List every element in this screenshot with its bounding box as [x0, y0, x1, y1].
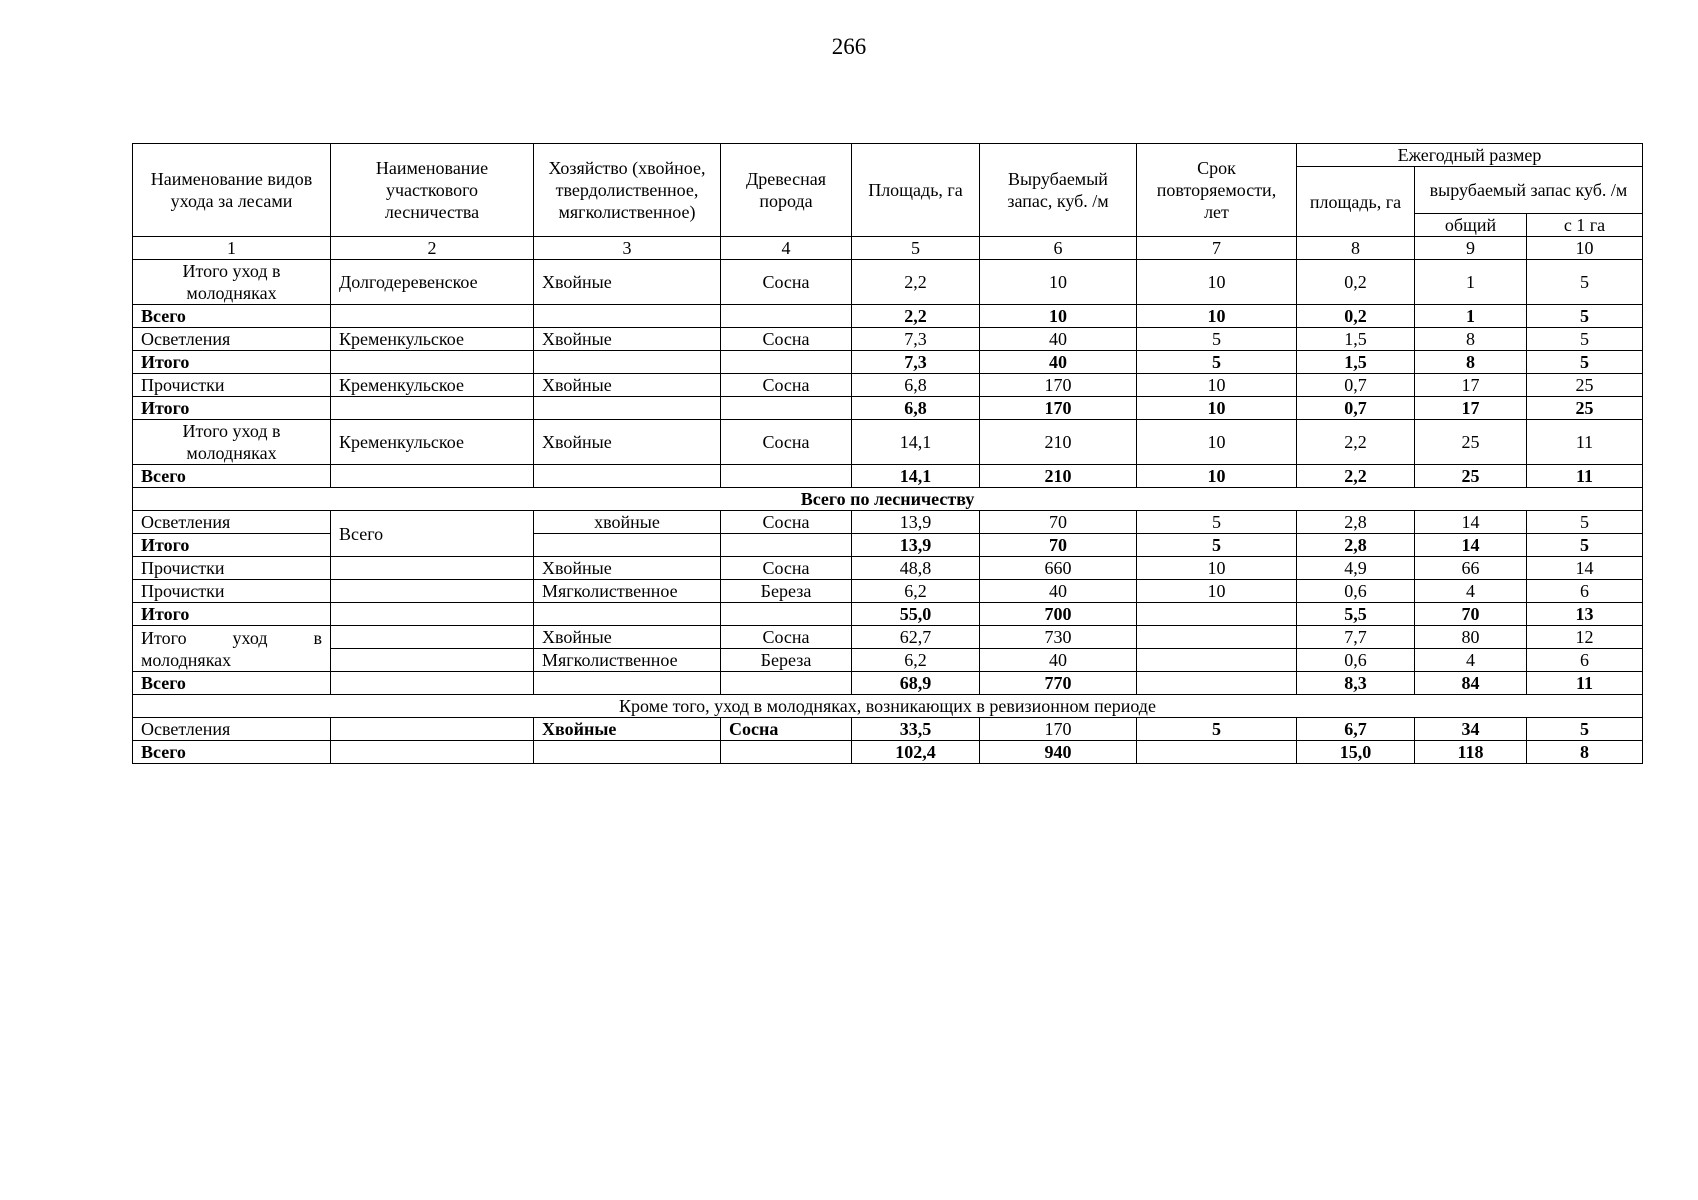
cell-economy [534, 351, 721, 374]
cell-forestry [331, 603, 534, 626]
cell-annual-total: 25 [1415, 465, 1527, 488]
cell-forestry [331, 672, 534, 695]
cell-area: 55,0 [852, 603, 980, 626]
cell-care-type: Итого уход в молодняках [133, 260, 331, 305]
table-row [133, 557, 1643, 580]
cell-care-type: Прочистки [133, 374, 331, 397]
cell-species: Сосна [721, 511, 852, 534]
cell-period: 10 [1137, 420, 1297, 465]
column-number: 4 [721, 237, 852, 260]
table-row [133, 374, 1643, 397]
cell-forestry [331, 305, 534, 328]
cell-annual-area: 2,8 [1297, 511, 1415, 534]
cell-care-type: Итого [133, 603, 331, 626]
cell-annual-total: 25 [1415, 420, 1527, 465]
cell-annual-area: 7,7 [1297, 626, 1415, 649]
table-row [133, 741, 1643, 764]
section-row [133, 695, 1643, 718]
cell-annual-total: 17 [1415, 374, 1527, 397]
cell-care-type: Всего [133, 465, 331, 488]
cell-period: 5 [1137, 351, 1297, 374]
header-species: Древесная порода [721, 144, 852, 237]
cell-economy [534, 534, 721, 557]
cell-economy: Хвойные [534, 626, 721, 649]
cell-period: 10 [1137, 397, 1297, 420]
cell-annual-per-ha: 5 [1527, 718, 1643, 741]
table-row [133, 328, 1643, 351]
table-row [133, 649, 1643, 672]
cell-annual-area: 4,9 [1297, 557, 1415, 580]
cell-species [721, 465, 852, 488]
cell-annual-area: 1,5 [1297, 328, 1415, 351]
cell-stock: 700 [980, 603, 1137, 626]
header-area: Площадь, га [852, 144, 980, 237]
cell-species: Береза [721, 649, 852, 672]
cell-care-type: Всего [133, 741, 331, 764]
cell-stock: 170 [980, 397, 1137, 420]
cell-annual-per-ha: 5 [1527, 534, 1643, 557]
cell-annual-total: 66 [1415, 557, 1527, 580]
cell-forestry [331, 741, 534, 764]
cell-area: 62,7 [852, 626, 980, 649]
cell-economy: Мягколиственное [534, 649, 721, 672]
cell-period: 5 [1137, 534, 1297, 557]
cell-stock: 70 [980, 534, 1137, 557]
cell-area: 2,2 [852, 305, 980, 328]
cell-species [721, 397, 852, 420]
table-row [133, 397, 1643, 420]
cell-species: Береза [721, 580, 852, 603]
cell-area: 13,9 [852, 534, 980, 557]
cell-stock: 660 [980, 557, 1137, 580]
cell-annual-per-ha: 8 [1527, 741, 1643, 764]
column-number: 8 [1297, 237, 1415, 260]
cell-care-type: Осветления [133, 328, 331, 351]
cell-forestry [331, 626, 534, 649]
cell-annual-area: 1,5 [1297, 351, 1415, 374]
header-stock: Вырубаемый запас, куб. /м [980, 144, 1137, 237]
cell-annual-per-ha: 13 [1527, 603, 1643, 626]
cell-forestry: Долгодеревенское [331, 260, 534, 305]
cell-economy: хвойные [534, 511, 721, 534]
cell-area: 68,9 [852, 672, 980, 695]
cell-area: 7,3 [852, 328, 980, 351]
cell-species [721, 351, 852, 374]
cell-annual-total: 1 [1415, 260, 1527, 305]
cell-period: 5 [1137, 328, 1297, 351]
cell-annual-area: 2,8 [1297, 534, 1415, 557]
cell-economy [534, 465, 721, 488]
cell-care-type: Итого [133, 351, 331, 374]
cell-forestry [331, 557, 534, 580]
cell-annual-total: 8 [1415, 351, 1527, 374]
page-number: 266 [831, 34, 867, 59]
cell-annual-per-ha: 5 [1527, 511, 1643, 534]
cell-annual-total: 17 [1415, 397, 1527, 420]
header-period: Срок повторяемости, лет [1137, 144, 1297, 237]
cell-area: 48,8 [852, 557, 980, 580]
header-annual-total: общий [1415, 214, 1527, 237]
section-row [133, 488, 1643, 511]
column-number: 10 [1527, 237, 1643, 260]
cell-area: 6,8 [852, 374, 980, 397]
table-row [133, 511, 1643, 534]
cell-forestry: Кременкульское [331, 420, 534, 465]
cell-annual-area: 0,2 [1297, 305, 1415, 328]
header-annual-area: площадь, га [1297, 167, 1415, 237]
cell-species: Сосна [721, 328, 852, 351]
cell-economy [534, 305, 721, 328]
cell-annual-per-ha: 6 [1527, 580, 1643, 603]
column-number: 9 [1415, 237, 1527, 260]
cell-species [721, 672, 852, 695]
cell-annual-per-ha: 14 [1527, 557, 1643, 580]
cell-annual-per-ha: 5 [1527, 351, 1643, 374]
cell-care-type: Всего [133, 305, 331, 328]
cell-species: Сосна [721, 420, 852, 465]
cell-species [721, 741, 852, 764]
cell-forestry: Кременкульское [331, 328, 534, 351]
cell-annual-total: 14 [1415, 534, 1527, 557]
cell-annual-area: 8,3 [1297, 672, 1415, 695]
table-row [133, 672, 1643, 695]
cell-area: 102,4 [852, 741, 980, 764]
cell-annual-per-ha: 11 [1527, 465, 1643, 488]
cell-economy [534, 603, 721, 626]
cell-care-type: Итого [133, 397, 331, 420]
table-row [133, 626, 1643, 649]
cell-period [1137, 626, 1297, 649]
cell-annual-per-ha: 11 [1527, 420, 1643, 465]
cell-area: 6,2 [852, 580, 980, 603]
cell-period: 5 [1137, 511, 1297, 534]
cell-annual-per-ha: 25 [1527, 374, 1643, 397]
section-title: Кроме того, уход в молодняках, возникающих в ревизионном периоде [133, 695, 1643, 718]
cell-care-type: Всего [133, 672, 331, 695]
cell-stock: 210 [980, 465, 1137, 488]
cell-annual-per-ha: 12 [1527, 626, 1643, 649]
cell-area: 14,1 [852, 465, 980, 488]
cell-forestry [331, 580, 534, 603]
cell-stock: 10 [980, 260, 1137, 305]
cell-forestry: Кременкульское [331, 374, 534, 397]
cell-economy: Хвойные [534, 718, 721, 741]
cell-species: Сосна [721, 718, 852, 741]
care-type-word: уход [232, 627, 268, 648]
cell-stock: 170 [980, 718, 1137, 741]
cell-stock: 40 [980, 580, 1137, 603]
cell-annual-area: 0,7 [1297, 374, 1415, 397]
column-number: 3 [534, 237, 721, 260]
cell-annual-area: 0,2 [1297, 260, 1415, 305]
cell-economy: Хвойные [534, 557, 721, 580]
cell-period: 10 [1137, 580, 1297, 603]
cell-annual-area: 15,0 [1297, 741, 1415, 764]
care-type-word: Итого [141, 627, 187, 648]
cell-period: 10 [1137, 305, 1297, 328]
cell-area: 2,2 [852, 260, 980, 305]
cell-economy [534, 741, 721, 764]
column-number: 1 [133, 237, 331, 260]
cell-species [721, 534, 852, 557]
header-annual: Ежегодный размер [1297, 144, 1643, 167]
cell-period [1137, 741, 1297, 764]
cell-stock: 40 [980, 328, 1137, 351]
column-number: 2 [331, 237, 534, 260]
care-type-word: в [313, 627, 322, 648]
cell-economy: Хвойные [534, 420, 721, 465]
cell-care-type: Итого [133, 534, 331, 557]
cell-stock: 940 [980, 741, 1137, 764]
cell-annual-total: 14 [1415, 511, 1527, 534]
cell-forestry [331, 351, 534, 374]
cell-period: 5 [1137, 718, 1297, 741]
cell-annual-total: 4 [1415, 580, 1527, 603]
table-row [133, 351, 1643, 374]
cell-annual-total: 4 [1415, 649, 1527, 672]
cell-forestry [331, 649, 534, 672]
cell-area: 14,1 [852, 420, 980, 465]
cell-care-type: Осветления [133, 511, 331, 534]
cell-economy: Хвойные [534, 374, 721, 397]
cell-period: 10 [1137, 557, 1297, 580]
cell-stock: 210 [980, 420, 1137, 465]
cell-annual-area: 2,2 [1297, 420, 1415, 465]
cell-annual-total: 70 [1415, 603, 1527, 626]
cell-area: 6,8 [852, 397, 980, 420]
cell-area: 33,5 [852, 718, 980, 741]
table-row [133, 603, 1643, 626]
cell-annual-total: 118 [1415, 741, 1527, 764]
cell-period: 10 [1137, 374, 1297, 397]
cell-annual-total: 80 [1415, 626, 1527, 649]
column-number: 5 [852, 237, 980, 260]
cell-stock: 70 [980, 511, 1137, 534]
cell-stock: 10 [980, 305, 1137, 328]
table-row [133, 420, 1643, 465]
cell-annual-area: 6,7 [1297, 718, 1415, 741]
cell-species: Сосна [721, 626, 852, 649]
cell-annual-per-ha: 5 [1527, 305, 1643, 328]
table-row [133, 465, 1643, 488]
cell-stock: 770 [980, 672, 1137, 695]
header-annual-stock: вырубаемый запас куб. /м [1415, 167, 1643, 214]
cell-annual-per-ha: 5 [1527, 328, 1643, 351]
cell-stock: 40 [980, 649, 1137, 672]
column-number: 7 [1137, 237, 1297, 260]
cell-annual-area: 0,7 [1297, 397, 1415, 420]
cell-period [1137, 649, 1297, 672]
section-title: Всего по лесничеству [133, 488, 1643, 511]
column-numbers-row [133, 237, 1643, 260]
cell-forestry [331, 397, 534, 420]
cell-species [721, 603, 852, 626]
cell-annual-area: 2,2 [1297, 465, 1415, 488]
cell-forestry [331, 465, 534, 488]
cell-economy: Хвойные [534, 260, 721, 305]
table-row [133, 718, 1643, 741]
cell-period: 10 [1137, 465, 1297, 488]
cell-annual-area: 5,5 [1297, 603, 1415, 626]
cell-area: 7,3 [852, 351, 980, 374]
cell-annual-total: 1 [1415, 305, 1527, 328]
cell-economy [534, 672, 721, 695]
cell-annual-area: 0,6 [1297, 649, 1415, 672]
header-economy: Хозяйство (хвойное, твердолиственное, мягколиственное) [534, 144, 721, 237]
header-annual-per-ha: с 1 га [1527, 214, 1643, 237]
cell-care-type: Итого уход в молодняках [133, 420, 331, 465]
table-row [133, 305, 1643, 328]
cell-forestry: Всего [331, 511, 534, 557]
cell-economy: Хвойные [534, 328, 721, 351]
cell-annual-per-ha: 5 [1527, 260, 1643, 305]
header-care-type: Наименование видов ухода за лесами [133, 144, 331, 237]
cell-period [1137, 672, 1297, 695]
cell-forestry [331, 718, 534, 741]
table-row [133, 580, 1643, 603]
header-forestry: Наименование участкового лесничества [331, 144, 534, 237]
cell-care-type: Осветления [133, 718, 331, 741]
cell-care-type [133, 626, 331, 672]
forest-care-table [132, 143, 1643, 764]
cell-annual-total: 8 [1415, 328, 1527, 351]
cell-annual-area: 0,6 [1297, 580, 1415, 603]
table-row [133, 260, 1643, 305]
cell-annual-per-ha: 11 [1527, 672, 1643, 695]
cell-economy: Мягколиственное [534, 580, 721, 603]
cell-annual-total: 84 [1415, 672, 1527, 695]
cell-stock: 170 [980, 374, 1137, 397]
cell-species: Сосна [721, 557, 852, 580]
cell-period [1137, 603, 1297, 626]
cell-period: 10 [1137, 260, 1297, 305]
cell-care-type: Прочистки [133, 557, 331, 580]
cell-care-type: Прочистки [133, 580, 331, 603]
cell-area: 6,2 [852, 649, 980, 672]
cell-species [721, 305, 852, 328]
cell-stock: 730 [980, 626, 1137, 649]
column-number: 6 [980, 237, 1137, 260]
cell-species: Сосна [721, 374, 852, 397]
care-type-word: молодняках [141, 649, 232, 670]
cell-annual-per-ha: 25 [1527, 397, 1643, 420]
cell-area: 13,9 [852, 511, 980, 534]
cell-stock: 40 [980, 351, 1137, 374]
cell-species: Сосна [721, 260, 852, 305]
cell-economy [534, 397, 721, 420]
cell-annual-total: 34 [1415, 718, 1527, 741]
cell-annual-per-ha: 6 [1527, 649, 1643, 672]
